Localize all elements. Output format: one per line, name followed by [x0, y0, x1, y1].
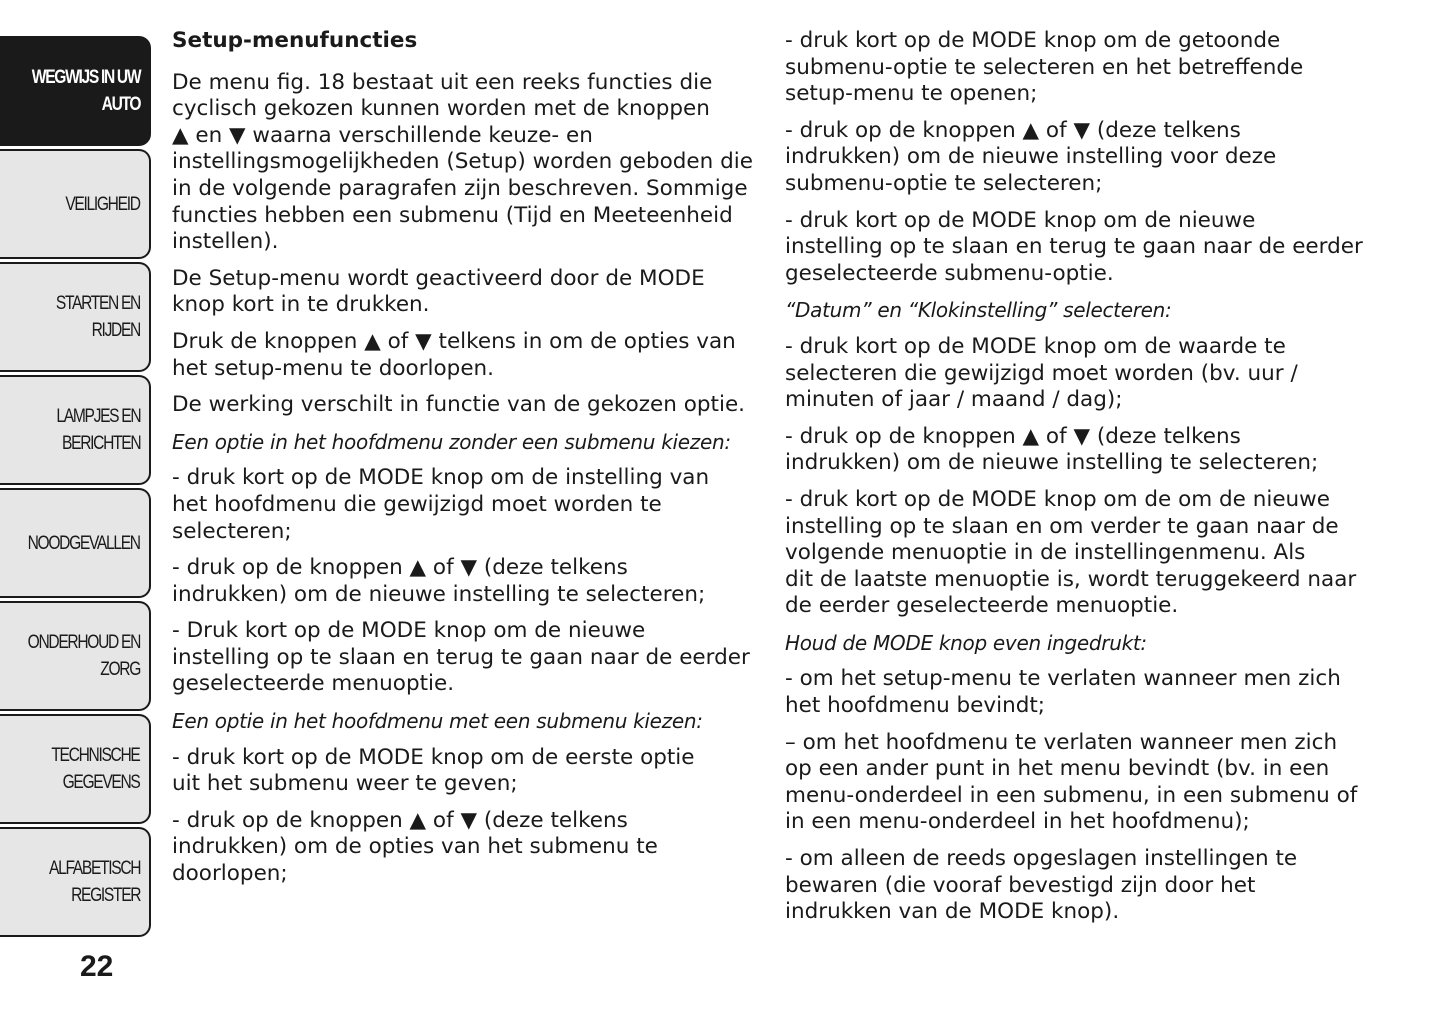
text-line: submenu-optie te selecteren; — [785, 170, 1103, 196]
text-line: - om alleen de reeds opgeslagen instellingen te — [785, 846, 1298, 872]
paragraph — [785, 846, 1405, 926]
paragraph — [172, 266, 762, 319]
chapter-tab-technische-gegevens[interactable] — [0, 714, 151, 824]
text-line: - druk kort op de MODE knop om de getoonde — [785, 28, 1281, 53]
text-line: instellen). — [172, 229, 279, 255]
chapter-tab-label: ALFABETISCH REGISTER — [48, 858, 140, 906]
paragraph — [785, 666, 1405, 719]
chapter-tab-label: WEGWIJS IN UW AUTO — [31, 67, 140, 115]
text-line: - druk op de knoppen ▲ of ▼ (deze telkens — [172, 807, 628, 833]
paragraph — [785, 730, 1405, 836]
text-line: het hoofdmenu die gewijzigd moet worden te — [172, 491, 662, 517]
right-column — [785, 28, 1405, 936]
chapter-tab-lampjes-en-berichten[interactable] — [0, 375, 151, 485]
text-line: de eerder geselecteerde menuoptie. — [785, 593, 1179, 619]
text-line: - druk kort op de MODE knop om de om de nieuwe — [785, 486, 1330, 512]
text-line: De werking verschilt in functie van de gekozen optie. — [172, 392, 746, 418]
paragraph — [172, 745, 762, 798]
text-line: De menu fig. 18 bestaat uit een reeks functies die — [172, 69, 713, 95]
left-column — [172, 28, 762, 898]
paragraph — [785, 334, 1405, 414]
text-line: Setup-menufuncties — [172, 28, 418, 53]
paragraph — [172, 392, 762, 419]
paragraph — [785, 118, 1405, 198]
chapter-tab-label: LAMPJES EN BERICHTEN — [56, 406, 140, 454]
chapter-tabs — [0, 36, 151, 940]
text-line: het setup-menu te doorlopen. — [172, 355, 495, 381]
text-line: - druk kort op de MODE knop om de waarde te — [785, 333, 1286, 359]
text-line: uit het submenu weer te geven; — [172, 771, 518, 797]
text-line: geselecteerde menuoptie. — [172, 671, 455, 697]
section-heading — [172, 28, 762, 55]
text-line: indrukken) om de nieuwe instelling te selecteren; — [785, 450, 1319, 476]
text-line: - druk op de knoppen ▲ of ▼ (deze telkens — [172, 555, 628, 581]
paragraph — [172, 808, 762, 888]
text-line: volgende menuoptie in de instellingenmenu. Als — [785, 540, 1306, 566]
text-line: instelling op te slaan en terug te gaan naar de eerder — [172, 644, 750, 670]
paragraph — [172, 618, 762, 698]
text-line: - Druk kort op de MODE knop om de nieuwe — [172, 618, 646, 644]
text-line: instelling op te slaan en terug te gaan naar de eerder — [785, 234, 1363, 260]
text-line: Houd de MODE knop even ingedrukt: — [785, 630, 1147, 655]
text-line: geselecteerde submenu-optie. — [785, 260, 1114, 286]
text-line: functies hebben een submenu (Tijd en Meeteenheid — [172, 202, 733, 228]
text-line: - om het setup-menu te verlaten wanneer men zich — [785, 666, 1341, 692]
chapter-tab-label: VEILIGHEID — [65, 193, 140, 215]
text-line: “Datum” en “Klokinstelling” selecteren: — [785, 298, 1172, 323]
text-line: submenu-optie te selecteren en het betreffende — [785, 54, 1304, 80]
subheading — [172, 429, 762, 456]
page-number: 22 — [80, 950, 114, 983]
chapter-tab-label: STARTEN EN RIJDEN — [55, 293, 140, 341]
subheading — [785, 297, 1405, 324]
text-line: Een optie in het hoofdmenu met een submenu kiezen: — [172, 709, 703, 734]
text-line: - druk kort op de MODE knop om de nieuwe — [785, 207, 1256, 233]
text-line: indrukken) om de opties van het submenu te — [172, 834, 658, 860]
text-line: minuten of jaar / maand / dag); — [785, 387, 1123, 413]
chapter-tab-label: TECHNISCHE GEGEVENS — [51, 745, 140, 793]
text-line: – om het hoofdmenu te verlaten wanneer men zich — [785, 729, 1338, 755]
paragraph — [172, 555, 762, 608]
text-line: indrukken) om de nieuwe instelling te selecteren; — [172, 581, 706, 607]
text-line: De Setup-menu wordt geactiveerd door de MODE — [172, 265, 705, 291]
chapter-tab-veiligheid[interactable] — [0, 149, 151, 259]
text-line: indrukken van de MODE knop). — [785, 899, 1120, 925]
text-line: Een optie in het hoofdmenu zonder een submenu kiezen: — [172, 429, 731, 454]
paragraph — [172, 70, 762, 256]
text-line: dit de laatste menuoptie is, wordt teruggekeerd naar — [785, 566, 1357, 592]
text-line: - druk kort op de MODE knop om de eerste optie — [172, 744, 695, 770]
text-line: in de volgende paragrafen zijn beschreven. Sommige — [172, 175, 748, 201]
paragraph — [785, 28, 1405, 108]
text-line: het hoofdmenu bevindt; — [785, 693, 1046, 719]
text-line: cyclisch gekozen kunnen worden met de knoppen — [172, 96, 710, 122]
chapter-tab-label: ONDERHOUD EN ZORG — [27, 632, 140, 680]
text-line: doorlopen; — [172, 861, 288, 887]
chapter-tab-noodgevallen[interactable] — [0, 488, 151, 598]
text-line: in een menu-onderdeel in het hoofdmenu); — [785, 809, 1250, 835]
text-line: bewaren (die vooraf bevestigd zijn door het — [785, 872, 1256, 898]
text-line: menu-onderdeel in een submenu, in een submenu of — [785, 782, 1358, 808]
text-line: instellingsmogelijkheden (Setup) worden geboden die — [172, 149, 753, 175]
text-line: - druk op de knoppen ▲ of ▼ (deze telkens — [785, 117, 1241, 143]
paragraph — [172, 329, 762, 382]
paragraph — [785, 424, 1405, 477]
text-line: indrukken) om de nieuwe instelling voor deze — [785, 144, 1277, 170]
text-line: Druk de knoppen ▲ of ▼ telkens in om de opties van — [172, 328, 736, 354]
paragraph — [172, 465, 762, 545]
text-line: op een ander punt in het menu bevindt (bv. in een — [785, 756, 1330, 782]
paragraph — [785, 487, 1405, 620]
text-line: - druk op de knoppen ▲ of ▼ (deze telkens — [785, 423, 1241, 449]
text-line: selecteren; — [172, 518, 292, 544]
chapter-tab-alfabetisch-register[interactable] — [0, 827, 151, 937]
chapter-tab-label: NOODGEVALLEN — [27, 532, 140, 554]
chapter-tab-onderhoud-en-zorg[interactable] — [0, 601, 151, 711]
text-line: - druk kort op de MODE knop om de instelling van — [172, 465, 710, 491]
paragraph — [785, 208, 1405, 288]
text-line: ▲ en ▼ waarna verschillende keuze- en — [172, 122, 593, 148]
subheading — [172, 708, 762, 735]
text-line: knop kort in te drukken. — [172, 292, 430, 318]
text-line: selecteren die gewijzigd moet worden (bv. uur / — [785, 360, 1298, 386]
text-line: setup-menu te openen; — [785, 81, 1038, 107]
text-line: instelling op te slaan en om verder te gaan naar de — [785, 513, 1339, 539]
chapter-tab-starten-en-rijden[interactable] — [0, 262, 151, 372]
chapter-tab-wegwijs-in-uw-auto[interactable] — [0, 36, 151, 146]
subheading — [785, 630, 1405, 657]
